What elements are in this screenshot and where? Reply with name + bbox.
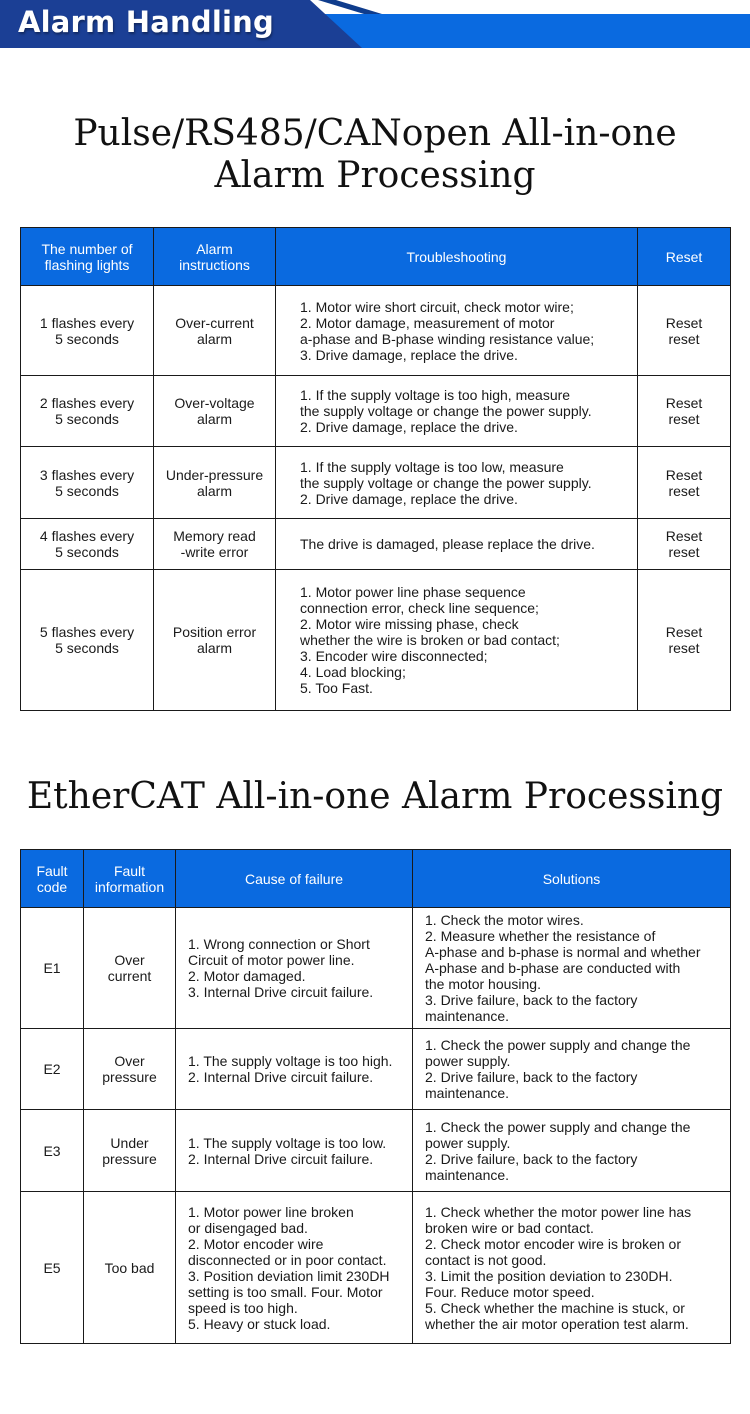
reset-cell: Reset reset: [638, 286, 731, 376]
table-row: [21, 908, 731, 1029]
fault-info-cell: Under pressure: [84, 1110, 176, 1192]
header-banner: [0, 0, 750, 48]
header-solutions: Solutions: [413, 850, 731, 908]
fault-info-cell: Too bad: [84, 1192, 176, 1344]
header-troubleshooting: Troubleshooting: [276, 228, 638, 286]
flash-count-cell: 1 flashes every 5 seconds: [21, 286, 154, 376]
reset-cell: Reset reset: [638, 376, 731, 447]
table-header-row: [21, 850, 731, 908]
solution-cell: 1. Check the power supply and change the power supply. 2. Drive failure, back to the factory maintenance.: [413, 1110, 731, 1192]
led-alarm-table: [20, 227, 731, 711]
flash-count-cell: 2 flashes every 5 seconds: [21, 376, 154, 447]
reset-cell: Reset reset: [638, 519, 731, 570]
alarm-cell: Under-pressure alarm: [154, 447, 276, 519]
fault-code-cell: E3: [21, 1110, 84, 1192]
cause-cell: 1. Wrong connection or Short Circuit of motor power line. 2. Motor damaged. 3. Internal Drive circuit failure.: [176, 908, 413, 1029]
table-row: [21, 286, 731, 376]
header-alarm-instructions: Alarm instructions: [154, 228, 276, 286]
header-fault-code: Fault code: [21, 850, 84, 908]
solution-cell: 1. Check the power supply and change the power supply. 2. Drive failure, back to the factory maintenance.: [413, 1029, 731, 1110]
header-fault-information: Fault information: [84, 850, 176, 908]
cause-cell: 1. Motor power line broken or disengaged bad. 2. Motor encoder wire disconnected or in poor contact. 3. Position deviation limit 230DH setting is too small. Four. Motor speed is too high. 5. Heavy or stuck load.: [176, 1192, 413, 1344]
header-flashing-lights: The number of flashing lights: [21, 228, 154, 286]
table-row: [21, 376, 731, 447]
table-row: [21, 519, 731, 570]
fault-info-cell: Over current: [84, 908, 176, 1029]
section2-title: EtherCAT All-in-one Alarm Processing: [26, 776, 724, 817]
flash-count-cell: 5 flashes every 5 seconds: [21, 570, 154, 711]
solution-cell: 1. Check whether the motor power line has broken wire or bad contact. 2. Check motor encoder wire is broken or contact is not good. 3. Limit the position deviation to 230DH. Four. Reduce motor speed. 5. Check whether the machine is stuck, or whether the air motor operation test alarm.: [413, 1192, 731, 1344]
cause-cell: 1. The supply voltage is too low. 2. Internal Drive circuit failure.: [176, 1110, 413, 1192]
solution-cell: 1. Check the motor wires. 2. Measure whether the resistance of A-phase and b-phase is normal and whether A-phase and b-phase are conducted with the motor housing. 3. Drive failure, back to the factory maintenance.: [413, 908, 731, 1029]
section1-title: Pulse/RS485/CANopen All-in-one Alarm Processing: [73, 113, 677, 196]
fault-code-cell: E2: [21, 1029, 84, 1110]
flash-count-cell: 3 flashes every 5 seconds: [21, 447, 154, 519]
header-reset: Reset: [638, 228, 731, 286]
ethercat-fault-table: [20, 849, 731, 1344]
alarm-cell: Memory read -write error: [154, 519, 276, 570]
header-cause-of-failure: Cause of failure: [176, 850, 413, 908]
troubleshooting-cell: The drive is damaged, please replace the drive.: [276, 519, 638, 570]
cause-cell: 1. The supply voltage is too high. 2. Internal Drive circuit failure.: [176, 1029, 413, 1110]
banner-title: Alarm Handling: [18, 5, 274, 39]
flash-count-cell: 4 flashes every 5 seconds: [21, 519, 154, 570]
alarm-cell: Over-current alarm: [154, 286, 276, 376]
alarm-cell: Position error alarm: [154, 570, 276, 711]
troubleshooting-cell: 1. If the supply voltage is too high, measure the supply voltage or change the power supply. 2. Drive damage, replace the drive.: [276, 376, 638, 447]
troubleshooting-cell: 1. Motor power line phase sequence connection error, check line sequence; 2. Motor wire missing phase, check whether the wire is broken or bad contact; 3. Encoder wire disconnected; 4. Load blocking; 5. Too Fast.: [276, 570, 638, 711]
table-row: [21, 447, 731, 519]
alarm-cell: Over-voltage alarm: [154, 376, 276, 447]
table-row: [21, 1110, 731, 1192]
troubleshooting-cell: 1. If the supply voltage is too low, measure the supply voltage or change the power supply. 2. Drive damage, replace the drive.: [276, 447, 638, 519]
fault-code-cell: E5: [21, 1192, 84, 1344]
fault-info-cell: Over pressure: [84, 1029, 176, 1110]
fault-code-cell: E1: [21, 908, 84, 1029]
table-row: [21, 1029, 731, 1110]
table-row: [21, 570, 731, 711]
reset-cell: Reset reset: [638, 570, 731, 711]
reset-cell: Reset reset: [638, 447, 731, 519]
table-header-row: [21, 228, 731, 286]
table-row: [21, 1192, 731, 1344]
troubleshooting-cell: 1. Motor wire short circuit, check motor wire; 2. Motor damage, measurement of motor a-phase and B-phase winding resistance value; 3. Drive damage, replace the drive.: [276, 286, 638, 376]
